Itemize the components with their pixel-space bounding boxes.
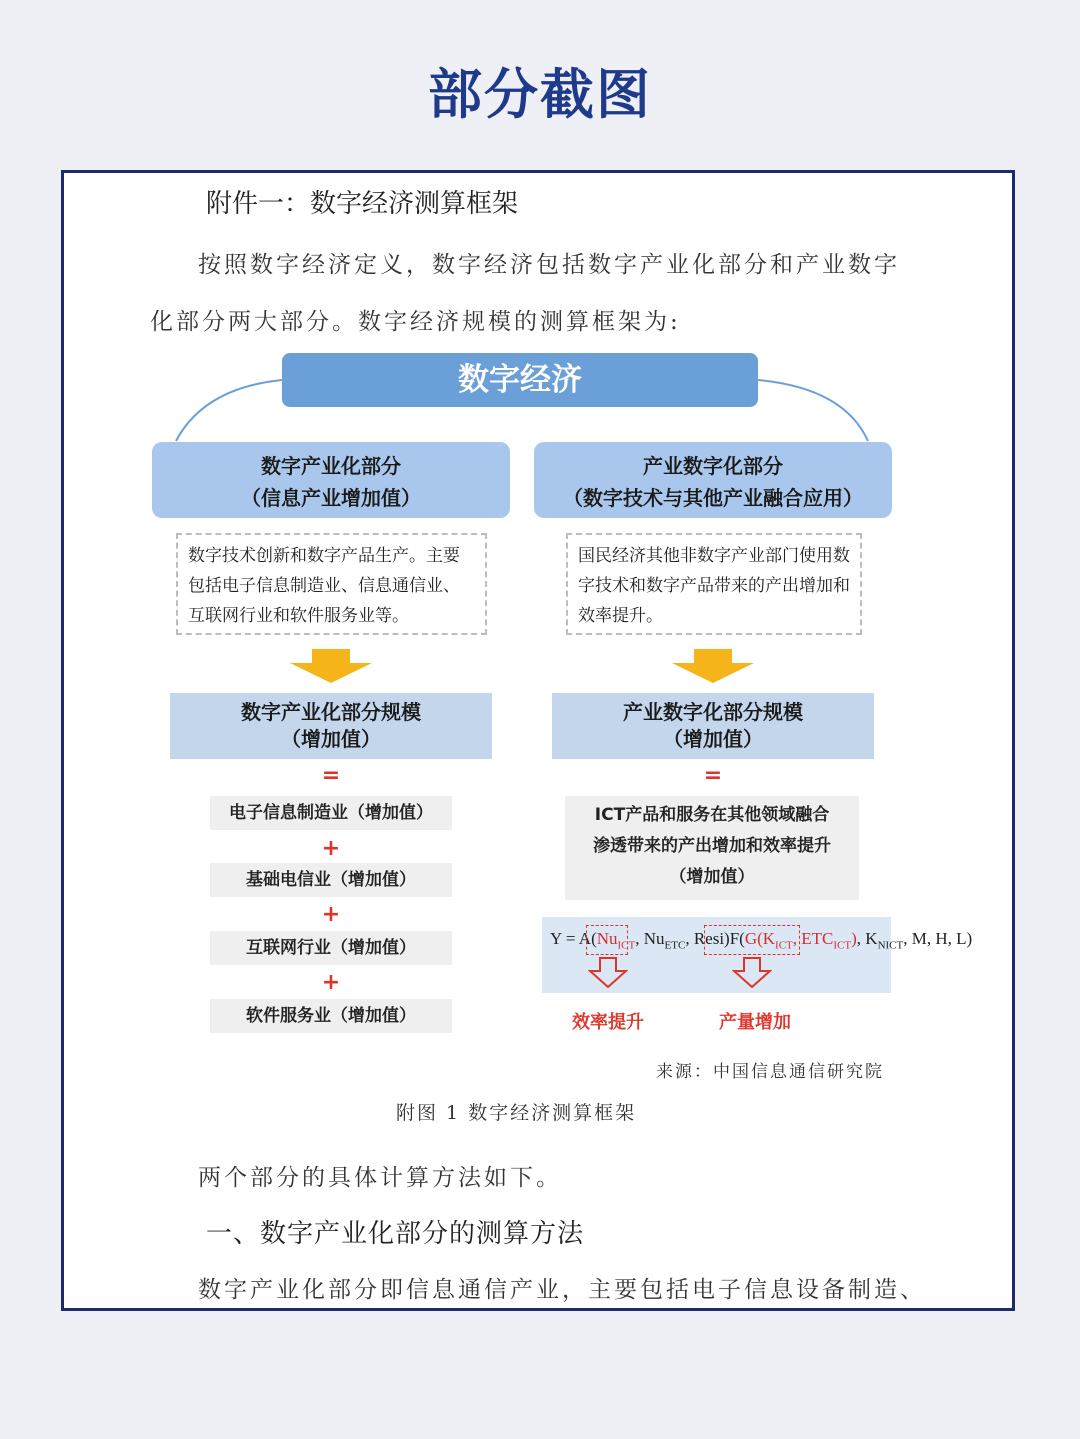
highlight-box <box>704 925 800 955</box>
scale-title: 产业数字化部分规模 <box>623 700 803 724</box>
industrial-digitalization-box <box>534 442 892 518</box>
body-paragraph: 两个部分的具体计算方法如下。 <box>198 1165 562 1191</box>
output-increase-label: 产量增加 <box>719 1012 791 1033</box>
plus-sign: + <box>321 902 341 927</box>
body-paragraph: 数字产业化部分即信息通信产业，主要包括电子信息设备制造、 <box>198 1277 926 1303</box>
left-description: 数字技术创新和数字产品生产。主要包括电子信息制造业、信息通信业、互联网行业和软件服务业等。 <box>176 533 487 635</box>
source-note: 来源：中国信息通信研究院 <box>656 1062 884 1082</box>
section-heading: 一、数字产业化部分的测算方法 <box>206 1219 585 1249</box>
ict-line: （增加值） <box>669 867 755 887</box>
ict-line: ICT产品和服务在其他领域融合 <box>594 805 830 825</box>
right-description: 国民经济其他非数字产业部门使用数字技术和数字产品带来的产出增加和效率提升。 <box>566 533 862 635</box>
scale-subtitle: （增加值） <box>281 727 381 751</box>
plus-sign: + <box>321 970 341 995</box>
intro-paragraph-line-2: 化部分两大部分。数字经济规模的测算框架为: <box>150 309 681 335</box>
formula-box <box>542 917 973 993</box>
scale-subtitle: （增加值） <box>663 727 763 751</box>
digital-economy-banner: 数字经济 <box>282 353 758 407</box>
plus-sign: + <box>321 836 341 861</box>
scale-title: 数字产业化部分规模 <box>241 700 421 724</box>
document-excerpt <box>61 170 1015 1311</box>
figure-caption: 附图 1 数字经济测算框架 <box>396 1102 637 1124</box>
intro-paragraph-line-1: 按照数字经济定义，数字经济包括数字产业化部分和产业数字 <box>198 252 900 278</box>
branch-title: 数字产业化部分 <box>261 454 401 478</box>
item-internet-industry: 互联网行业（增加值） <box>210 931 452 965</box>
item-software-services: 软件服务业（增加值） <box>210 999 452 1033</box>
equals-sign: = <box>321 763 341 788</box>
branch-subtitle: （信息产业增加值） <box>241 486 421 510</box>
down-arrow-icon <box>286 649 376 685</box>
page-title: 部分截图 <box>428 63 652 126</box>
branch-subtitle: （数字技术与其他产业融合应用） <box>563 486 863 510</box>
down-arrow-icon <box>668 649 758 685</box>
ict-fusion-box <box>565 796 859 900</box>
diagram-connectors <box>64 173 1015 473</box>
hollow-down-arrow-icon <box>732 957 772 989</box>
ict-line: 渗透带来的产出增加和效率提升 <box>593 836 831 856</box>
item-electronics-manufacturing: 电子信息制造业（增加值） <box>210 796 452 830</box>
efficiency-gain-label: 效率提升 <box>572 1012 644 1033</box>
hollow-down-arrow-icon <box>588 957 628 989</box>
production-function-formula: $Y = A(Nu_{ICT}$, $Nu_{ETC}$, $Resi)F(G(K_{ICT}$, $ETC_{ICT}$), $K_{NICT}$, M, H, L) <box>550 929 973 952</box>
highlight-box <box>586 925 628 955</box>
digital-industrialization-box <box>152 442 510 518</box>
branch-title: 产业数字化部分 <box>643 454 783 478</box>
left-scale-box <box>170 693 492 759</box>
appendix-title: 附件一：数字经济测算框架 <box>206 189 519 219</box>
right-scale-box <box>552 693 874 759</box>
item-basic-telecom: 基础电信业（增加值） <box>210 863 452 897</box>
equals-sign: = <box>703 763 723 788</box>
